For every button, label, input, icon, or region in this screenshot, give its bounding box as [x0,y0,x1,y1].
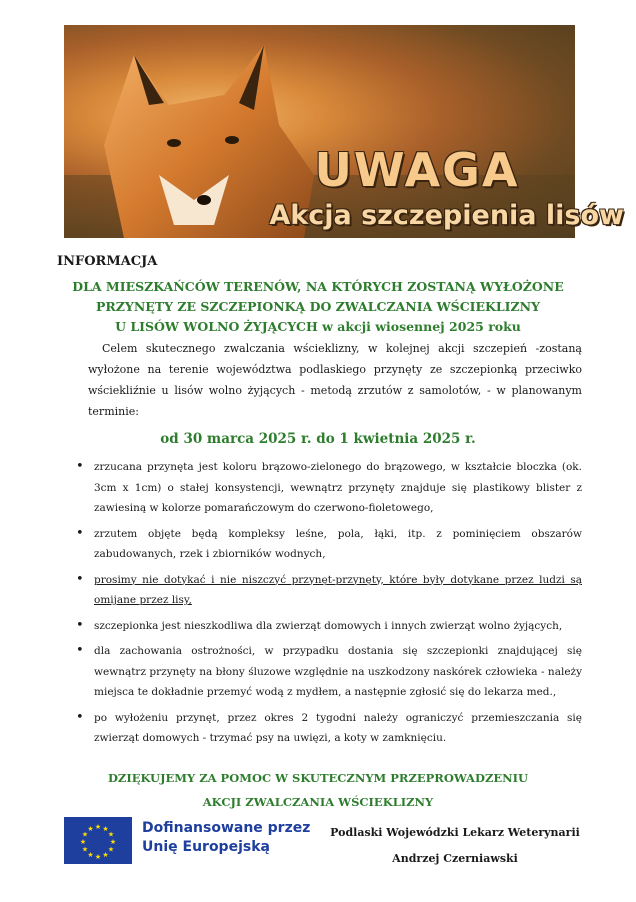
banner-subtitle: Akcja szczepienia lisów [269,200,624,231]
eu-line-2: Unię Europejską [142,839,270,855]
info-label: INFORMACJA [57,254,158,269]
eu-star-icon: ★ [107,845,115,854]
heading-line-2: PRZYNĘTY ZE SZCZEPIONKĄ DO ZWALCZANIA WŚCIEKLIZNY [96,299,540,314]
banner [64,25,624,238]
eu-star-icon: ★ [81,845,89,854]
list-item: • zrzucana przynęta jest koloru brązowo-zielonego do brązowego, w kształcie bloczka (ok. 3cm x 1cm) o stałej konsystencji, wewnątrz przynęty znajduje się plastikowy blister z zawiesiną w kolorze pomarańczowym do czerwono-fioletowego, [70,457,582,519]
info-list [70,457,582,754]
eu-line-1: Dofinansowane przez [142,820,311,836]
eu-star-icon: ★ [94,853,102,861]
list-item: • dla zachowania ostrożności, w przypadku dostania się szczepionki znajdującej się wewnątrz przynęty na błony śluzowe względnie na uszkodzony naskórek człowieka - należy miejsca te dokładnie przemyć wodą z mydłem, a następnie zgłosić się do lekarza med., [70,641,582,703]
campaign-dates: od 30 marca 2025 r. do 1 kwietnia 2025 r. [160,431,476,447]
thanks-line-1: DZIĘKUJEMY ZA POMOC W SKUTECZNYM PRZEPROWADZENIU [107,771,529,785]
list-item: • szczepionka jest nieszkodliwa dla zwierząt domowych i innych zwierząt wolno żyjących, [70,616,582,637]
heading-line-1: DLA MIESZKAŃCÓW TERENÓW, NA KTÓRYCH ZOSTANĄ WYŁOŻONE [72,279,564,294]
signature-name: Andrzej Czerniawski [392,852,518,865]
intro-paragraph: Celem skutecznego zwalczania wścieklizny, w kolejnej akcji szczepień -zostaną wyłożone na terenie województwa podlaskiego przynęty ze szczepionką przeciwko wściekliźnie u lisów wolno żyjących - metodą zrzutów z samolotów, - w planowanym terminie: [88,342,582,418]
thanks-note [40,766,596,814]
signature-block [310,820,600,872]
eu-star-icon: ★ [79,838,87,846]
eu-star-icon: ★ [94,823,102,831]
heading-line-3: U LISÓW WOLNO ŻYJĄCYCH w akcji wiosennej 2025 roku [115,319,521,334]
list-item: • prosimy nie dotykać i nie niszczyć przynęt-przynęty, które były dotykane przez ludzi są omijane przez lisy, [70,570,582,611]
eu-star-icon: ★ [87,850,94,859]
eu-star-icon: ★ [87,825,94,834]
eu-star-icon: ★ [109,838,117,846]
eu-flag-icon [64,817,132,864]
signature-office: Podlaski Wojewódzki Lekarz Weterynarii [330,826,580,839]
eu-star-icon: ★ [102,850,109,859]
eu-star-icon: ★ [107,830,115,839]
list-item: • po wyłożeniu przynęt, przez okres 2 tygodni należy ograniczyć przemieszczania się zwierząt domowych - trzymać psy na uwięzi, a koty w zamknięciu. [70,708,582,749]
eu-star-icon: ★ [81,830,89,839]
eu-funding-text [142,819,312,857]
list-item: • zrzutem objęte będą kompleksy leśne, pola, łąki, itp. z pominięciem obszarów zabudowanych, rzek i zbiorników wodnych, [70,524,582,565]
eu-star-icon: ★ [102,825,109,834]
banner-title: UWAGA [314,143,520,197]
thanks-line-2: AKCJI ZWALCZANIA WŚCIEKLIZNY [202,795,434,809]
